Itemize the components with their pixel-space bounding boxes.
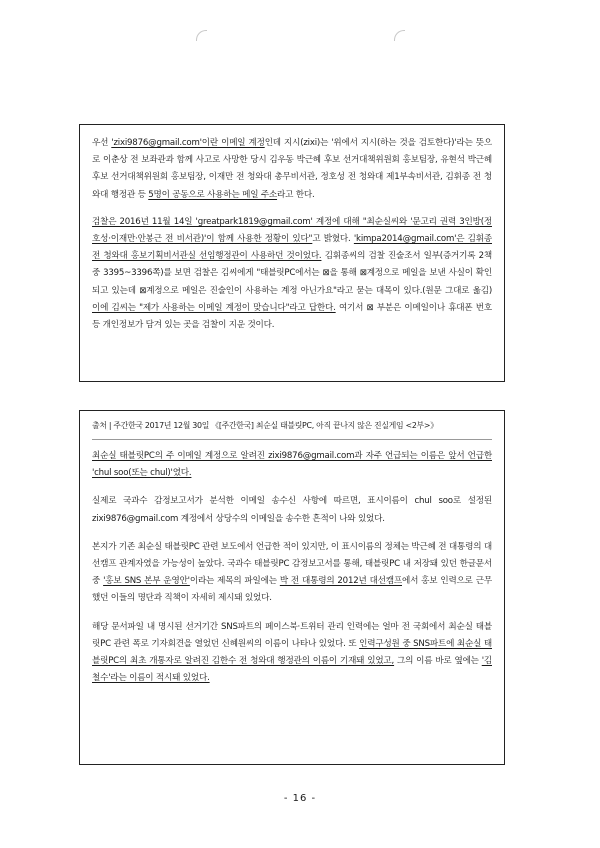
underlined-text: '김철수'라는 이름이 적시돼 있었다. — [92, 656, 492, 684]
text-run: 김휘종씨의 검찰 진술조서 일부(증거기록 2책 중 3395~3396쪽)를 보면 검찰은 김씨에게 "태블릿PC에서는 ⊠을 통해 ⊠계정으로 메일을 보낸 사실이 확인되고 있는데 ⊠계정으로 메일은 진술인이 사용하는 계정 아닌가요"라고 묻는 대목이 있다.(원문 그대로 옮김) — [92, 251, 492, 296]
text-run: 에서 홍보 인력으로 근무했던 이들의 명단과 직책이 자세히 제시돼 있었다. — [92, 576, 492, 604]
paragraph — [92, 619, 492, 688]
text-run: 그의 이름 바로 옆에는 — [394, 656, 482, 667]
underlined-text: 박 전 대통령의 2012년 대선캠프 — [279, 576, 402, 587]
paragraph — [92, 448, 492, 482]
paragraph — [92, 214, 492, 334]
source-citation: 출처 | 주간한국 2017년 12월 30일 《[주간한국] 최순실 태블릿PC, 아직 끝나지 않은 진실게임 <2부>》 — [92, 419, 492, 440]
underlined-text: 검찰은 2016년 11월 14일 'greatpark1819@gmail.com' 계정에 대해 "최순실씨와 '문고리 권력 3인방(정호성·이재만·안봉근 전 비서관)'이 함께 사용한 정황이 있다" — [92, 216, 492, 245]
punch-hole-mark — [196, 30, 207, 41]
paragraph: 실제로 국과수 감정보고서가 분석한 이메일 송수신 사항에 따르면, 표시이름이 chul soo로 설정된 zixi9876@gmail.com 계정에서 상당수의 이메일을 송수한 흔적이 나와 있었다. — [92, 496, 492, 524]
text-run: 고 밝혔다. — [312, 234, 354, 245]
underlined-text: 최순실 태블릿PC의 주 이메일 계정으로 알려진 zixi9876@gmail.com과 자주 언급되는 이름은 앞서 언급한 'chul soo(또는 chul)'였다. — [92, 451, 492, 479]
quote-box-email-accounts — [79, 124, 505, 382]
underlined-text: 'kimpa2014@gmail.com'은 김휘종 전 청와대 홍보기획비서관실 선임행정관이 사용하던 것이었다. — [92, 234, 492, 262]
underlined-text: 5명이 공동으로 사용하는 메일 주소 — [148, 189, 278, 200]
text-run: 우선 — [92, 138, 112, 148]
page-number: - 16 - — [283, 793, 317, 804]
paragraph — [92, 135, 492, 204]
text-run: 인데 지시(zixi)는 '위에서 지시(하는 것을 검토한다)'라는 뜻으로 이춘상 전 보좌관과 함께 사고로 사망한 당시 김우동 박근혜 후보 선거대책위원회 홍보팀장, 유현석 박근혜 후보 선거대책위원회 홍보팀장, 이재만 전 청와대 총무비서관, 정호성 전 청와대 제1부속비서관, 김휘종 전 청와대 행정관 등 — [92, 138, 492, 200]
paragraph — [92, 539, 492, 608]
underlined-text: 인력구성원 중 SNS파트에 최순실 태블릿PC의 최초 개통자로 알려진 김한수 전 청와대 행정관의 이름이 기재돼 있었고, — [92, 638, 492, 667]
punch-hole-mark — [394, 30, 405, 41]
underlined-text: 'zixi9876@gmail.com'이란 이메일 계정 — [111, 138, 265, 148]
text-run: 해당 문서파일 내 명시된 선거기간 SNS파트의 페이스북·트위터 관리 인력에는 얼마 전 국회에서 최순실 태블릿PC 관련 폭로 기자회견을 열었던 신혜원씨의 이름이 나타나 있었다. 또 — [92, 621, 492, 649]
text-run: 본지가 기존 최순실 태블릿PC 관련 보도에서 언급한 적이 있지만, 이 표시이름의 정체는 박근혜 전 대통령의 대선캠프 관계자였을 가능성이 높았다. 국과수 태블릿PC 감정보고서를 통해, 태블릿PC 내 저장돼 있던 한글문서 중 — [92, 541, 492, 587]
quote-box-weekly-hankook — [79, 410, 505, 765]
text-run: 이라는 제목의 파일에는 — [189, 576, 280, 587]
underlined-text: 이에 김씨는 "제가 사용하는 이메일 계정이 맞습니다"라고 답한다. — [92, 302, 336, 313]
text-run: 여기서 ⊠ 부분은 이메일이나 휴대폰 번호 등 개인정보가 담겨 있는 곳을 검찰이 지운 것이다. — [92, 302, 492, 331]
underlined-text: '홍보 SNS 본부 운영안' — [103, 576, 190, 587]
text-run: 라고 한다. — [277, 189, 315, 200]
